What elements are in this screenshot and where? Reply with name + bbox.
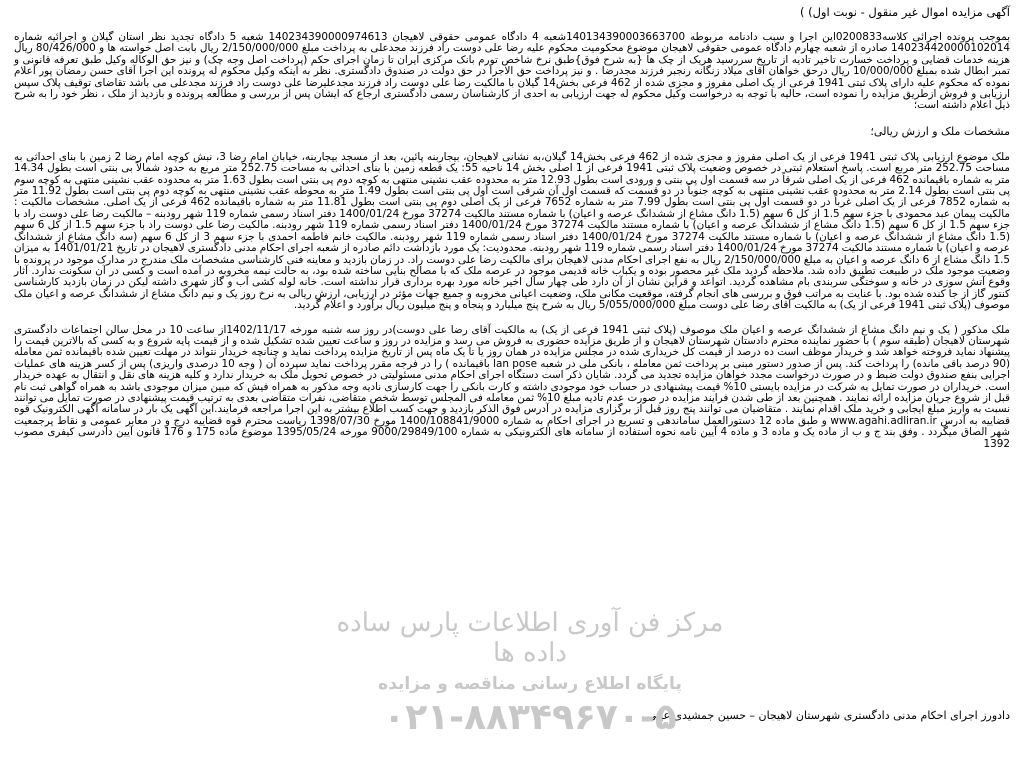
watermark-line-phone: ۰۲۱-۸۸۳۴۹۶۷۰-۵ <box>383 697 677 738</box>
watermark-line-company: مرکز فن آوری اطلاعات پارس ساده داده ها <box>336 608 724 668</box>
section-heading: مشخصات ملک و ارزش ریالی؛ <box>870 124 1010 138</box>
watermark-line-portal: پایگاه اطلاع رسانی مناقصه و مزایده <box>378 674 682 694</box>
case-paragraph: بموجب پرونده اجرائی کلاسه0200833این اجرا و سبب دادنامه مربوطه 140134390003663700شعبه 4 دادگاه عمومی حقوقی لاهیجان 140234390000974613 شعبه 5 دادگاه تجدید نظر استان گیلان و اجرائیه شماره 140234420000102014 صادره از شعبه چهارم دادگاه عمومی حقوقی لاهیجان موضوع محکومیت محکوم علیه رضا علی دوست راد فرزند مجدعلی به پرداخت مبلغ 2/150/000/000 ریال بابت اصل خواسته ها و 80/426/000 ریال هزینه خدمات قضایی و پرداخت خسارت تاخیر تادیه از تاریخ سررسید هریک از چک ها {به شرح فوق}طبق نرخ شاخص تورم بانک مرکزی ایران تا زمان اجرای حکم (پرداخت اصل وجه چک) و نیز حق الوکاله وکیل طبق تعرفه قانونی و تمبر ابطال شده بمبلغ 10/000/000 ریال درحق خواهان آقای میلاد زنگانه رنجبر فرزند مجدرضا . و نیز پرداخت حق الاجرا در حق دولت در صندوق دادگستری. نظر به اینکه وکیل محکوم له پرونده این اجرا آقای حسن رمضان پور اعلام نموده که محکوم علیه دارای پلاک ثبتی 1941 فرعی از یک اصلی مفروز و مجزی شده از 462 فرعی بخش14 گیلان با مالکیت رضا علی دوست راد فرزند مجدعلیرضا علی دوست راد فرزند مجدعلی می باشد تقاضای توقیف پلاک سپس ارزیابی و فروش ازطریق مزایده را نموده است، حالیه با توجه به درخواست وکیل محکوم له جهت ارزیابی به احدی از کارشناسان رسمی دادگستری ارجاع که ایشان پس از بررسی و مطالعه پرونده و بازدید از ملک ، نظر خود را به شرح ذیل اعلام داشته است؛ <box>14 31 1011 112</box>
property-paragraph: ملک موضوع ارزیابی پلاک ثبتی 1941 فرعی از یک اصلی مفروز و مجزی شده از 462 فرعی بخش14 گیلان،به نشانی لاهیجان، بیجاربنه پائین، بعد از مسجد بیجاربنه، خیابان امام رضا 3، نبش کوچه امام رضا 2 زمین با بنای احداثی به مساحت 252.75 متر مربع است. پاسخ استعلام ثبتی در خصوص وضعیت پلاک ثبتی 1941 فرعی از 1 اصلی بخش 14 ناحیه 55: یک قطعه زمین با بنای احداثی به مساحت 252.75 متر مربع به حدود شمالاً بی بنتی است بطول 14.34 متر به شماره باقیمانده 462 فرعی از یک اصلی شرقاً در سه قسمت اول پی بنتی و ورودی است بطول 12.93 متر به محدوده عقب نشینی منتهی به کوچه دوم پی بنتی است بطول 1.63 متر به محدوده عقب نشینی منتهی به کوچه سوم پی بنتی است بطول 2.14 متر به محدوده عقب نشینی منتهی به کوچه جنوباً در دو قسمت که قسمت اول آن شرقی است اول پی بنتی است بطول 1.49 متر به محوطه عقب نشینی منتهی به کوچه دوم پی بنتی است بطول 11.92 متر به شماره 7852 فرعی از یک اصلی غرباً در دو قسمت اول پی بنتی است بطول 7.99 متر به شماره 7652 فرعی از یک اصلی دوم پی بنتی است بطول 11.81 متر به شماره باقیمانده 462 فرعی از یک اصلی. مشخصات مالکیت : مالکیت پیمان عبد محمودی با جزء سهم 1.5 از کل 6 سهم (1.5 دانگ مشاع از ششدانگ عرصه و اعیان) با شماره مستند مالکیت 37274 مورخ 1400/01/24 دفتر اسناد رسمی شماره 119 شهر رودبنه – مالکیت رضا علی دوست راد با جزء سهم 1.5 از کل 6 سهم (1.5 دانگ مشاع از ششدانگ عرصه و اعیان) با شماره مستند مالکیت 37274 مورخ 1400/01/24 دفتر اسناد رسمی شماره 119 شهر رودبنه. مالکیت رضا علی دوست راد با جزء سهم 1.5 از کل 6 سهم (1.5 دانگ مشاع از ششدانگ عرصه و اعیان) با شماره مستند مالکیت 37274 مورخ 1400/01/24 دفتر اسناد رسمی شماره 119 شهر رودبنه. مالکیت خانم فاطمه احمدی با جزء سهم 3 از کل 6 سهم (سه دانگ مشاع از ششدانگ عرصه و اعیان) با شماره مستند مالکیت 37274 مورخ 1400/01/24 دفتر اسناد رسمی شماره 119 شهر رودبنه. محدودیت: یک مورد بازداشت دائم صادره از شعبه اجرای احکام مدنی دادگستری لاهیجان در تاریخ 1401/01/21 به میزان 1.5 دانگ مشاع از 6 دانگ عرصه و اعیان به مبلغ 2/150/000/000 ریال به نفع اجرای احکام مدنی لاهیجان برای مالکیت رضا علی دوست راد. در زمان بازدید و معاینه فنی کارشناسی مشخصات ملک مندرج در مدارک موجود در پرونده با وضعیت موجود ملک در طبیعت تطبیق داده شد. ملاحظه گردید ملک غیر محصور بوده و یکباب خانه قدیمی موجود در عرصه ملک که با مصالح بنایی ساخته شده بود، به حالت نیمه مخروبه در آمده است و کسی در آن سکونت ندارد. آثار وقوع آتش سوزی در خانه و سوختگی سربندی بام مشاهده گردید. اتواعد و قراین نشان از آن دارد طی چهار سال اخیر خانه مورد بهره برداری قرار نداشته است. خانه لوله کشی آب و گاز شهری داشته لیکن در زمان بازدید کارشناسی کنتور گاز از جا کنده شده بود. با عنایت به مراتب فوق و بررسی های انجام گرفته، موقعیت مکانی ملک، وضعیت اعیانی مخروبه و جمیع جهات مؤثر در ارزیابی، ارزش ریالی به نرخ روز یک و نیم دانگ مشاع از ششدانگ عرصه و اعیان ملک موصوف (پلاک ثبتی 1941 فرعی از یک) به مالکیت آقای رضا علی دوست مبلغ 5/055/000/000 ریال به شرح پنج میلیارد و پنجاه و پنج میلیون ریال برآورد و اعلام گردید. <box>14 150 1011 312</box>
auction-paragraph: ملک مذکور ( یک و نیم دانگ مشاع از ششدانگ عرصه و اعیان ملک موصوف (پلاک ثبتی 1941 فرعی از یک) به مالکیت آقای رضا علی دوست)در روز سه شنبه مورخه 1402/11/17از ساعت 10 در محل سالن اجتماعات دادگستری شهرستان لاهیجان (طبقه سوم ) با حضور نماینده محترم دادستان شهرستان لاهیجان و از طریق مزایده حضوری به فروش می رسد و مزایده در روز و ساعت تعیین شده تشکیل شده و از قیمت پایه شروع و به کسی که بالاترین قیمت را پیشنهاد نماید فروخته خواهد شد و خریدار موظف است ده درصد از قیمت کل خریداری شده در مجلس مزایده در همان روز یا تا یک ماه پس از تاریخ مزایده پرداخت نماید و چنانچه خریدار نتواند در مهلت تعیین شده باقیمانده ثمن معامله (90 درصد باقی مانده) را پرداخت کند. پس از صدور دستور مبنی بر پرداخت ثمن معامله ، بانکی ملی در شعبه lan pose باقیمانده ) را در فرجه مقرر پرداخت نماید سپرده آن ( وجه 10 درصدی واریزی) پس از کسر هزینه های عملیات اجرایی بنفع صندوق دولت ضبط و در صورت درخواست مجدد خواهان مزایده تجدید می گردد. شایان ذکر است دستگاه اجرای احکام مدنی مسئولیتی در خصوص تحویل ملک به خریدار ندارد و کلیه هزینه های نقل و انتقال به عهده خریدار است. خریداران در صورت تمایل به شرکت در مزایده بایستی 10% قیمت پیشنهادی در حساب خود موجودی داشته و کارت بانکی را جهت کارسازی نادیه وجه مذکور به همراه فیش که مبین میزان موجودی باشد به همراه گواهی ثبت نام قبل از شروع جریان مزایده ارائه نمایند . همچنین بعد از طی شدن فرایند مزایده در صورت عدم تادیه مبلغ 10% ثمن معامله فی المجلس توسط شخص متقاضی، نفرات متقاضی بعدی به ترتیب قیمت پیشنهادی در صورت تمایل می توانند نسبت به واریز مبلغ ایجابی و خرید ملک اقدام نمایند . متقاضیان می توانند پنج روز قبل از برگزاری مزایده در آدرس فوق الذکر بازدید و جهت کسب اطلاع بیشتر به این اجرا مراجعه فرمایند.این آگهی یک بار در سامانه آگهی الکترونیک قوه قضاییه به آدرس www.agahi.adliran.ir و طبق ماده 12 دستورالعمل ساماندهی و تسریع در اجرای احکام به شماره 1400/108841/9000 مورخ 1398/07/30 ریاست محترم قوه قضاییه درج و در معابر عمومی و نقاط پرجمعیت شهر الصاق میگردد . وفق بند ج و ب از ماده یک و ماده 3 و ماده 4 آیین نامه نحوه استفاده از سامانه های الکترونیکی به شماره 9000/29849/100 مورخه 1395/05/24 موضوع ماده 175 و 176 قانون آیین دادرسی کیفری مصوب 1392 <box>14 323 1011 450</box>
notice-title: آگهی مزایده اموال غیر منقول - نوبت اول) ) <box>799 5 1010 19</box>
signature-line: دادورز اجرای احکام مدنی دادگستری شهرستان لاهیجان – حسین جمشیدی عینی <box>647 709 1010 722</box>
